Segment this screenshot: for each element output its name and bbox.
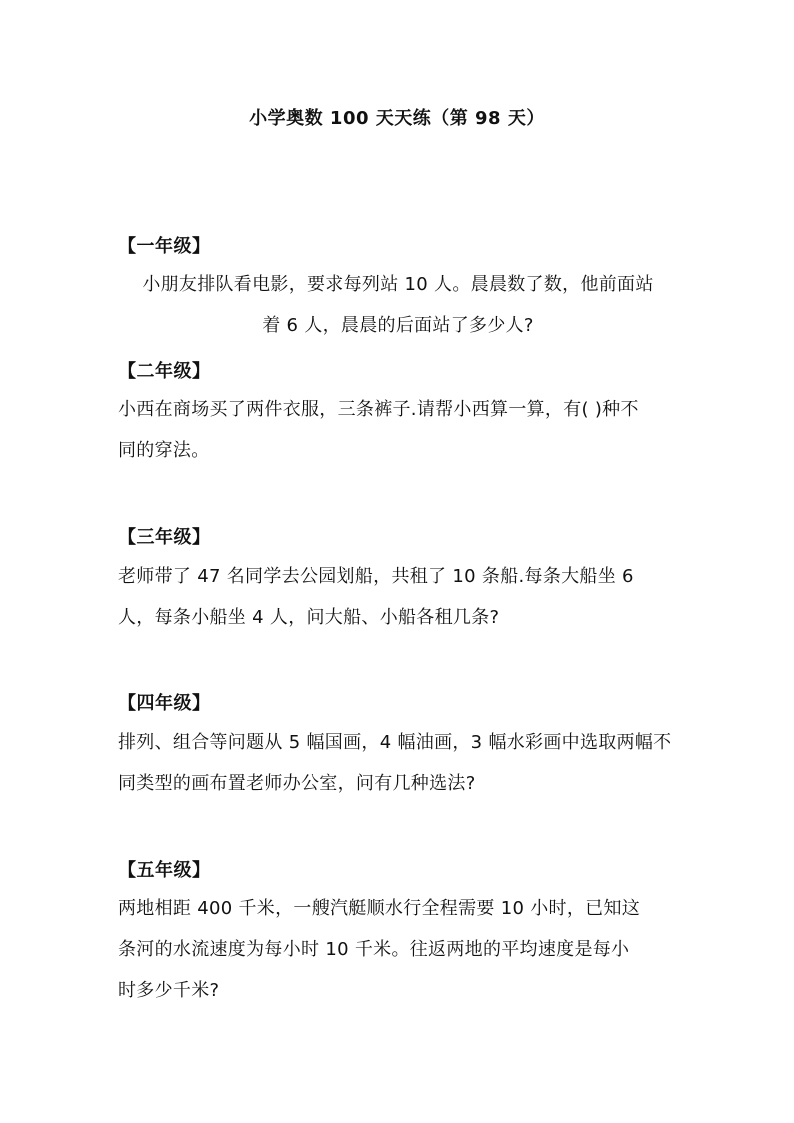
grade-4-heading: 【四年级】 — [118, 693, 211, 714]
grade-2-line-1: 小西在商场买了两件衣服，三条裤子.请帮小西算一算，有( )种不 — [118, 399, 639, 420]
grade-5-line-3: 时多少千米? — [118, 980, 220, 1001]
grade-2-line-2: 同的穿法。 — [118, 440, 210, 461]
document-title: 小学奥数 100 天天练（第 98 天） — [249, 108, 545, 129]
grade-1-problem — [118, 264, 678, 346]
grade-4-line-2: 同类型的画布置老师办公室，问有几种选法? — [118, 773, 476, 794]
grade-1-line-2: 着 6 人，晨晨的后面站了多少人? — [262, 315, 534, 336]
grade-5-line-2: 条河的水流速度为每小时 10 千米。往返两地的平均速度是每小 — [118, 939, 630, 960]
grade-5-heading: 【五年级】 — [118, 860, 211, 881]
grade-4-problem — [118, 722, 678, 804]
grade-3-line-2: 人，每条小船坐 4 人，问大船、小船各租几条? — [118, 607, 500, 628]
grade-4-line-1: 排列、组合等问题从 5 幅国画，4 幅油画，3 幅水彩画中选取两幅不 — [118, 732, 672, 753]
grade-3-heading: 【三年级】 — [118, 527, 211, 548]
grade-1-heading: 【一年级】 — [118, 236, 211, 257]
grade-1-line-1: 小朋友排队看电影，要求每列站 10 人。晨晨数了数，他前面站 — [142, 274, 654, 295]
grade-5-problem — [118, 888, 678, 1011]
grade-3-line-1: 老师带了 47 名同学去公园划船，共租了 10 条船.每条大船坐 6 — [118, 566, 634, 587]
grade-5-line-1: 两地相距 400 千米，一艘汽艇顺水行全程需要 10 小时，已知这 — [118, 898, 641, 919]
grade-2-heading: 【二年级】 — [118, 361, 211, 382]
grade-3-problem — [118, 556, 678, 638]
grade-2-problem — [118, 389, 678, 471]
